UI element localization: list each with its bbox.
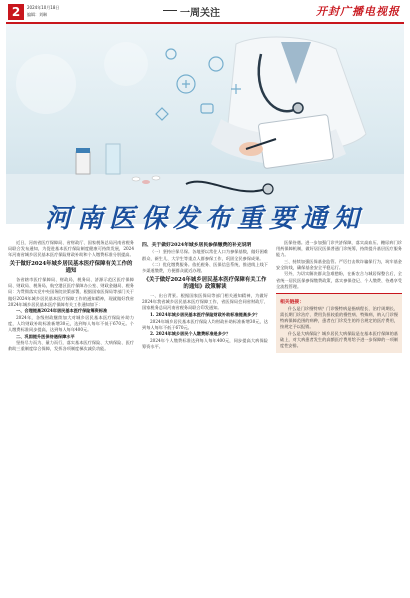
related-links-text-a: 什么是门诊慢特病？门诊慢特病是指病程长、治疗周期长、需长期门诊治疗、费用负担较重的慢性病、特殊病，纳入门诊慢特病保障范围的病种，患者在门诊发生的符合规定的医疗费用，按规定予以报销。 xyxy=(280,306,398,330)
related-links-box xyxy=(276,293,402,353)
page-number: 2 xyxy=(8,4,24,20)
section-4-text-a: （一）坚持应保尽保。各地要以常住人口为参保基数，做好困难群众、新生儿、大学生等重点人群参保工作，巩固全民参保成果。 xyxy=(142,249,268,261)
banner-photo xyxy=(6,24,404,224)
article-column-2 xyxy=(142,240,268,351)
col3-text-a: 医保待遇。进一步加强门诊共济保障，落实高血压、糖尿病门诊用药保障机制，做好居民医保普通门诊统筹，持续提升基层医疗服务能力。 xyxy=(276,240,402,258)
headline: 河南医保发布重要通知 xyxy=(44,204,365,234)
section-1-text: 2024年，各级财政继续加大对城乡居民基本医疗保险补助力度，人均财政补助标准新增30元，达到每人每年不低于670元。个人缴费标准同步提高，达到每人每年400元。 xyxy=(8,314,134,333)
question-2: 2. 2024年城乡居民个人缴费标准是多少？ xyxy=(150,331,231,337)
section-dash xyxy=(163,10,177,11)
section-heading-4: 四、关于做好2024年城乡居民参保缴费的补充说明 xyxy=(142,242,252,248)
related-links-text-b: 什么是大病保险？城乡居民大病保险是在基本医疗保障的基础上，对大病患者发生的高额医疗费用给予进一步保障的一项制度性安排。 xyxy=(280,331,398,349)
policy-interpretation-heading: 《关于做好2024年城乡居民基本医疗保障有关工作的通知》政策解读 xyxy=(143,277,267,291)
editor-credit: 编辑：刘琳 xyxy=(27,12,47,17)
section-heading-2: 二、巩固提升医保待遇保障水平 xyxy=(16,333,75,339)
notice-intro: 各省辖市医疗保障局、财政局，税务局、济源示范区医疗保障局、财政局、税务局，航空港区医疗保障办公室、财政金融局、税务局：为贯彻落实党中央国务院决策部署，根据国家医保局等部门关于做好2024年城乡居民基本医疗保障工作的通知精神，现就做好我省2024年城乡居民基本医疗保障有关工作通知如下： xyxy=(8,277,134,307)
section-title: 一周关注 xyxy=(180,8,220,19)
section-heading-1: 一、合理提高2024年居民基本医疗保险筹资标准 xyxy=(16,308,108,314)
section-2-text: 坚持尽力而为、量力而行，落实基本医疗保险、大病保险、医疗救助三重制度综合保障，发挥各项制度梯次减负功能。 xyxy=(8,340,134,352)
notice-heading: 关于做好2024年城乡居民基本医疗保障有关工作的通知 xyxy=(9,261,133,275)
col3-text-b: 三、持续加强医保基金监管。严厉打击欺诈骗保行为，筑牢基金安全防线，确保基金安全平稳运行。 xyxy=(276,258,402,270)
article-column-3 xyxy=(276,240,402,353)
lead-paragraph: 近日，河南省医疗保障局、省财政厅、国家税务总局河南省税务局联合发布通知，为促进基本医疗保险制度健康可持续发展，2024年河南省城乡居民基本医疗保险财政补助和个人缴费标准分别提高。 xyxy=(8,240,134,258)
answer-2: 2024年个人缴费标准达到每人每年400元，同步提高大病保险筹资水平。 xyxy=(142,337,268,350)
background-text: 一、出台背景。根据国家医保局等部门相关通知精神，为做好2024年我省城乡居民基本医疗保障工作，省医保局会同省财政厅、国家税务总局河南省税务局联合印发通知。 xyxy=(142,293,268,311)
related-links-heading: 相关链接： xyxy=(280,298,304,305)
col3-text-c: 另外，为切实解决群众急难愁盼，在新农合与城居保整合后，全省统一居民医保参保缴费政策，落实参保登记、个人缴费、待遇享受全流程管理。 xyxy=(276,271,402,289)
newspaper-masthead: 开封广播电视报 xyxy=(316,5,400,18)
section-4-text-b: （二）优化缴费服务。依托税务、医保信息系统，推进线上线下多渠道缴费，方便群众就近办理。 xyxy=(142,262,268,274)
doctor-illustration xyxy=(6,24,404,224)
question-1: 1. 2024年城乡居民基本医疗保险财政补助标准提高多少？ xyxy=(150,312,260,318)
article-column-1 xyxy=(8,240,134,353)
issue-date: 2024年10月18日 xyxy=(27,5,60,10)
answer-1: 2024年城乡居民基本医疗保险人均财政补助标准新增30元，达到每人每年不低于670元。 xyxy=(142,318,268,330)
